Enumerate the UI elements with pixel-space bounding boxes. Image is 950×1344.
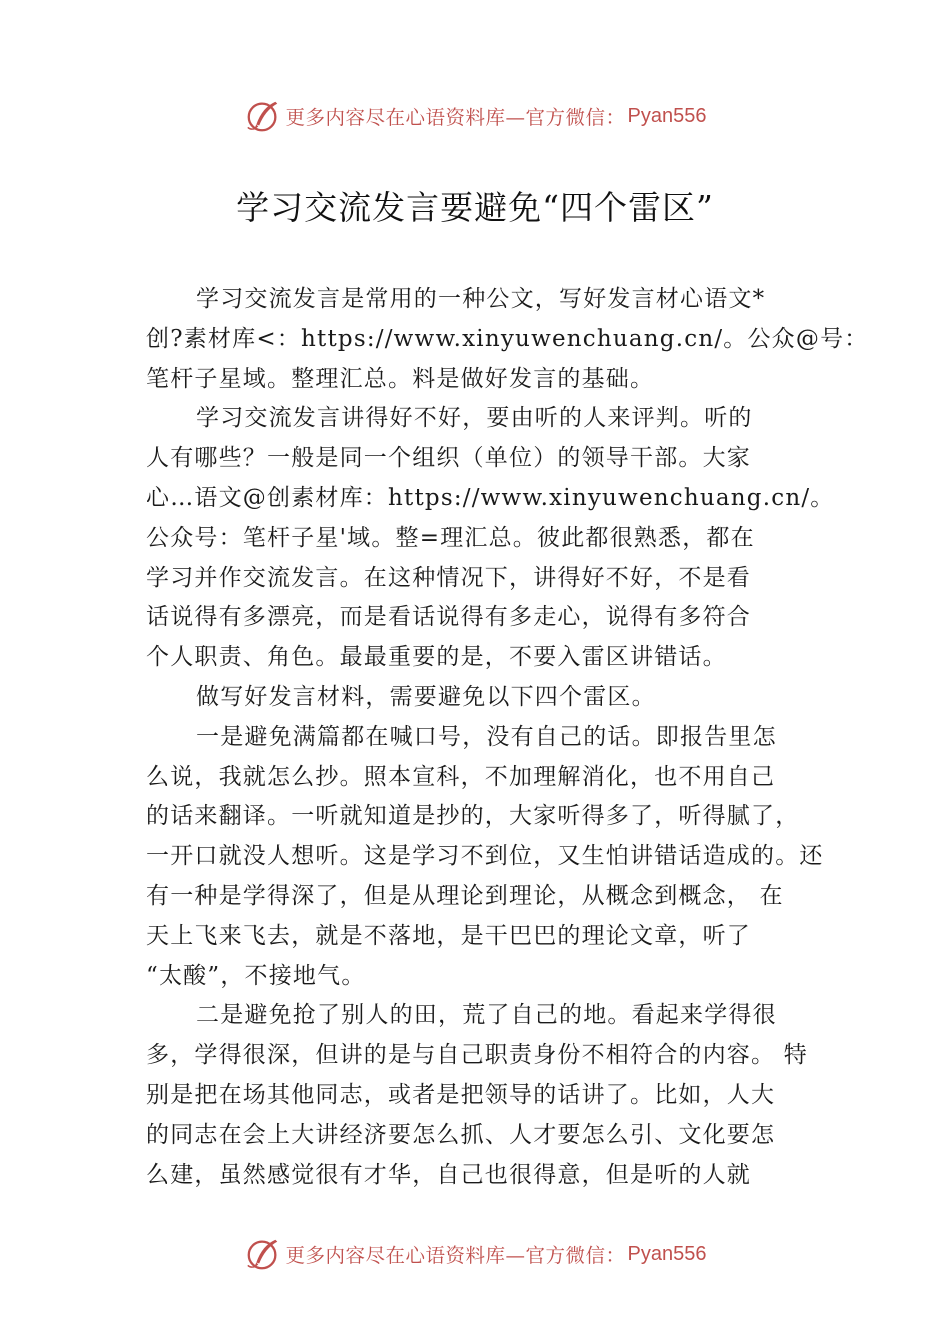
text-line: 创?素材库<：https://www.xinyuwenchuang.cn/。公众@号： [146,325,869,352]
document-title: 学习交流发言要避免“四个雷区” [236,188,714,227]
text-line: 的同志在会上大讲经济要怎么抓、人才要怎么引、文化要怎 [146,1121,776,1148]
text-line: 公众号：笔杆子星'域。整=理汇总。彼此都很熟悉，都在 [146,524,755,551]
quill-pen-logo-icon [244,97,282,135]
header-banner [0,94,950,138]
banner-text: 更多内容尽在心语资料库—官方微信： [285,1244,626,1267]
paragraph-4 [146,718,824,997]
wechat-id: Pyan556 [627,1242,707,1265]
text-line: 二是避免抢了别人的田，荒了自己的地。看起来学得很 [196,1002,777,1029]
paragraph-3 [146,678,818,718]
text-line: 做写好发言材料，需要避免以下四个雷区。 [196,683,656,710]
text-line: 一是避免满篇都在喊口号，没有自己的话。即报告里怎 [196,723,777,750]
text-line: 天上飞来飞去，就是不落地，是干巴巴的理论文章，听了 [146,922,751,949]
text-line: 话说得有多漂亮，而是看话说得有多走心，说得有多符合 [146,604,751,631]
text-line: 心…语文@创素材库：https://www.xinyuwenchuang.cn/。 [146,484,835,511]
footer-banner [0,1232,950,1276]
text-line: 笔杆子星域。整理汇总。料是做好发言的基础。 [146,365,655,392]
wechat-id: Pyan556 [627,104,707,127]
text-line: 学习交流发言是常用的一种公文，写好发言材心语文* [196,286,766,312]
text-line: “太酸”，不接地气。 [146,962,366,989]
quill-pen-logo-icon [244,1235,282,1273]
paragraph-5 [146,996,818,1195]
text-line: 人有哪些？一般是同一个组织（单位）的领导干部。大家 [146,445,751,472]
text-line: 学习交流发言讲得好不好，要由听的人来评判。听的 [196,405,753,432]
text-line: 么说，我就怎么抄。照本宣科，不加理解消化，也不用自己 [146,763,776,790]
text-line: 学习并作交流发言。在这种情况下，讲得好不好，不是看 [146,564,751,591]
text-line: 的话来翻译。一听就知道是抄的，大家听得多了，听得腻了， [146,803,800,830]
text-line: 一开口就没人想听。这是学习不到位，又生怕讲错话造成的。还 [146,843,824,870]
paragraph-2 [146,399,835,678]
document-body [146,280,869,1195]
text-line: 别是把在场其他同志，或者是把领导的话讲了。比如，人大 [146,1081,776,1108]
banner-text: 更多内容尽在心语资料库—官方微信： [285,106,626,129]
text-line: 个人职责、角色。最最重要的是，不要入雷区讲错话。 [146,644,727,671]
text-line: 么建，虽然感觉很有才华，自己也很得意，但是听的人就 [146,1161,751,1188]
text-line: 有一种是学得深了，但是从理论到理论，从概念到概念， 在 [146,882,784,909]
paragraph-1 [146,280,869,399]
text-line: 多，学得很深，但讲的是与自己职责身份不相符合的内容。 特 [146,1042,808,1069]
